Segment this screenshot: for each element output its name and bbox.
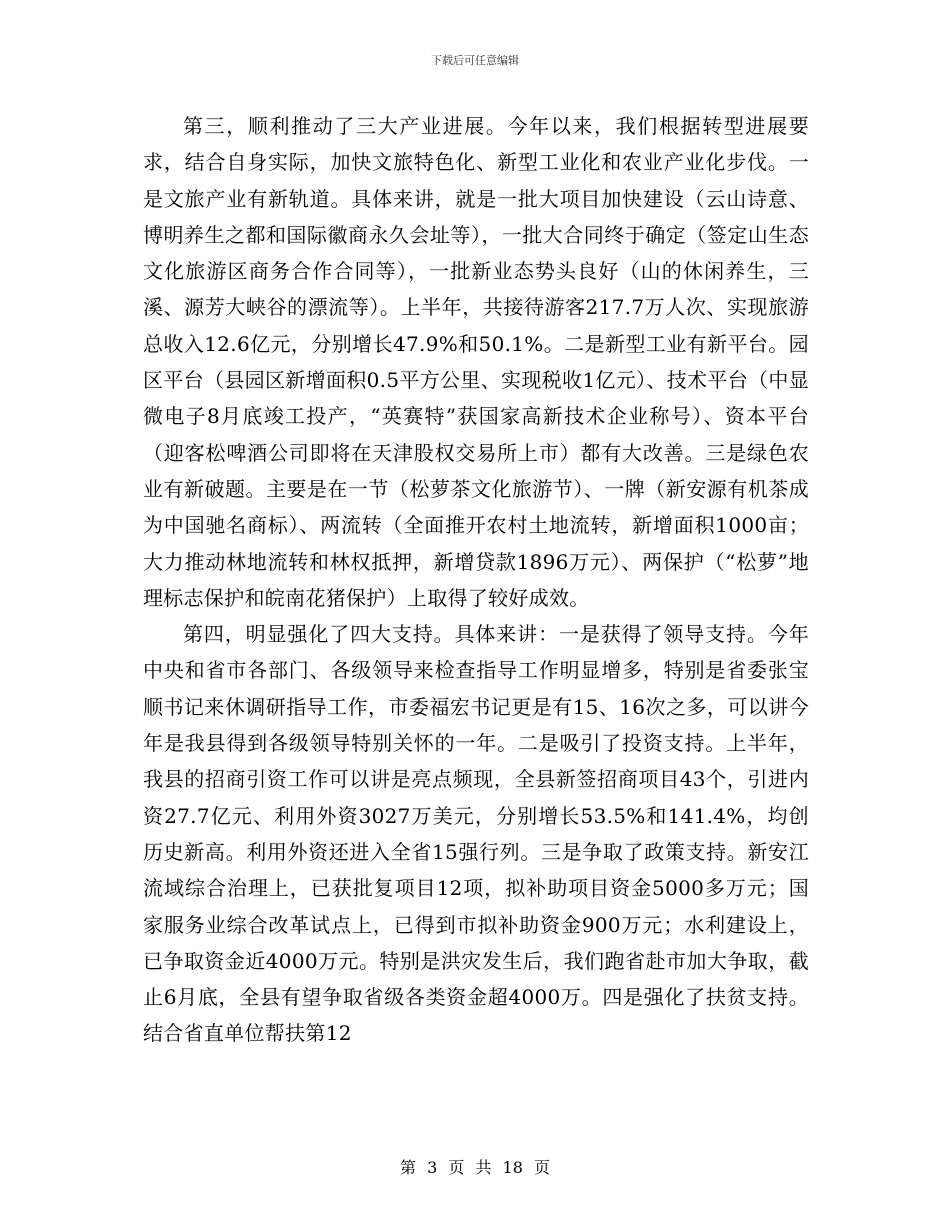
page-header: 下载后可任意编辑 <box>431 54 519 67</box>
paragraph-third-industries: 第三，顺利推动了三大产业进展。今年以来，我们根据转型进展要求，结合自身实际，加快文旅特色化、新型工业化和农业产业化步伐。一是文旅产业有新轨道。具体来讲，就是一批大项目加快建设（云山诗意、博明养生之都和国际徽商永久会址等），一批大合同终于确定（签定山生态文化旅游区商务合作合同等），一批新业态势头良好（山的休闲养生，三溪、源芳大峡谷的漂流等）。上半年，共接待游客217.7万人次、实现旅游总收入12.6亿元，分别增长47.9%和50.1%。二是新型工业有新平台。园区平台（县园区新增面积0.5平方公里、实现税收1亿元）、技术平台（中显微电子8月底竣工投产，“英赛特”获国家高新技术企业称号）、资本平台（迎客松啤酒公司即将在天津股权交易所上市）都有大改善。三是绿色农业有新破题。主要是在一节（松萝茶文化旅游节）、一牌（新安源有机茶成为中国驰名商标）、两流转（全面推开农村土地流转，新增面积1000亩；大力推动林地流转和林权抵押，新增贷款1896万元）、两保护（“松萝”地理标志保护和皖南花猪保护）上取得了较好成效。 <box>143 114 809 610</box>
page-footer: 第 3 页 共 18 页 <box>400 1158 550 1177</box>
document-body <box>143 108 809 1052</box>
paragraph-fourth-support: 第四，明显强化了四大支持。具体来讲：一是获得了领导支持。今年中央和省市各部门、各级领导来检查指导工作明显增多，特别是省委张宝顺书记来休调研指导工作，市委福宏书记更是有15、16次之多，可以讲今年是我县得到各级领导特别关怀的一年。二是吸引了投资支持。上半年，我县的招商引资工作可以讲是亮点频现，全县新签招商项目43个，引进内资27.7亿元、利用外资3027万美元，分别增长53.5%和141.4%，均创历史新高。利用外资还进入全省15强行列。三是争取了政策支持。新安江流域综合治理上，已获批复项目12项，拟补助项目资金5000多万元；国家服务业综合改革试点上，已得到市拟补助资金900万元；水利建设上，已争取资金近4000万元。特别是洪灾发生后，我们跑省赴市加大争取，截止6月底，全县有望争取省级各类资金超4000万。四是强化了扶贫支持。结合省直单位帮扶第12 <box>143 622 809 1046</box>
